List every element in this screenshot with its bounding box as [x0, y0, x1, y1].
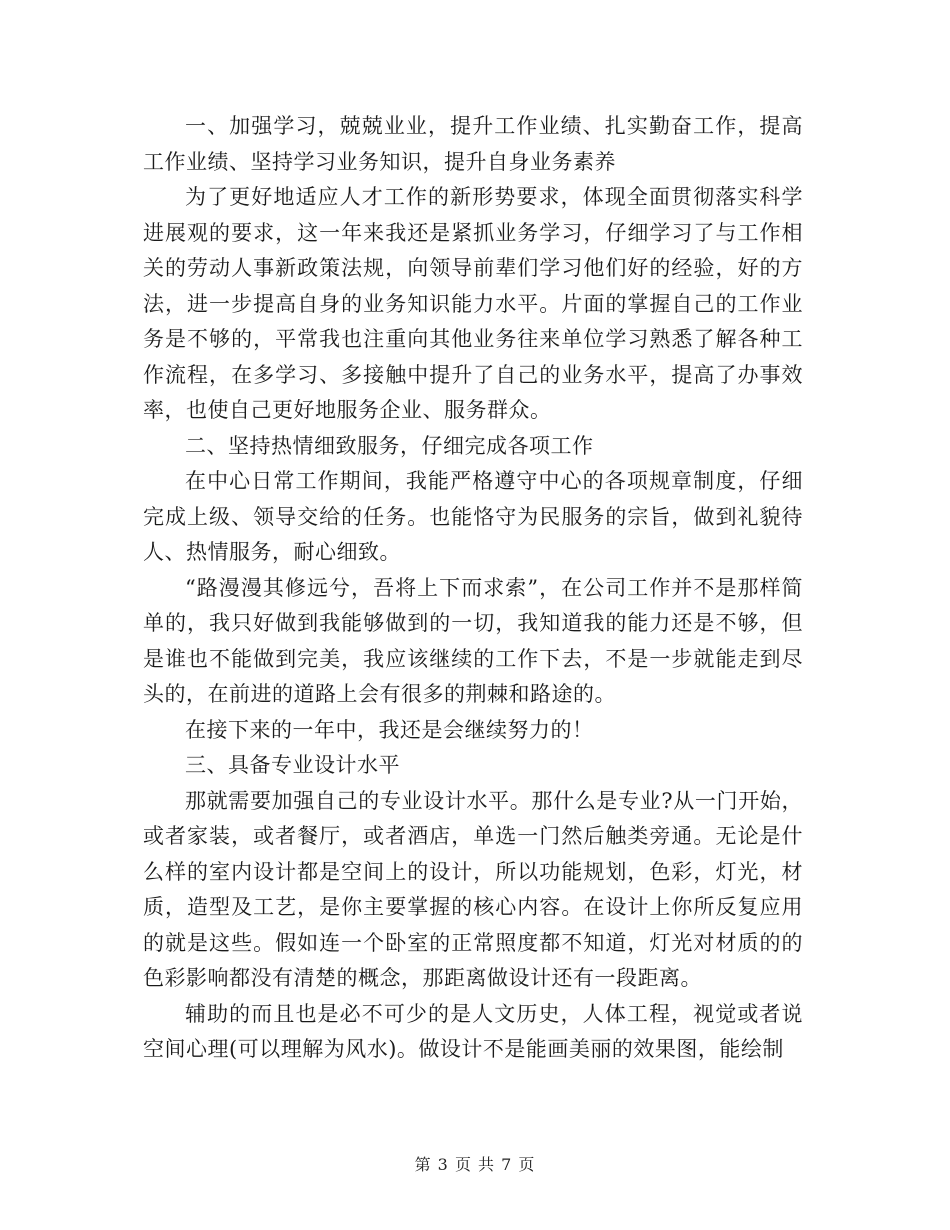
- body-paragraph: 在中心日常工作期间，我能严格遵守中心的各项规章制度，仔细完成上级、领导交给的任务。也能恪守为民服务的宗旨，做到礼貌待人、热情服务，耐心细致。: [143, 469, 803, 564]
- body-paragraph: “路漫漫其修远兮，吾将上下而求索”，在公司工作并不是那样简单的，我只好做到我能够做到的一切，我知道我的能力还是不够，但是谁也不能做到完美，我应该继续的工作下去，不是一步就能走到尽头的，在前进的道路上会有很多的荆棘和路途的。: [143, 575, 803, 706]
- section-heading-2: 二、坚持热情细致服务，仔细完成各项工作: [185, 433, 594, 458]
- section-heading-3: 三、具备专业设计水平: [185, 753, 400, 777]
- body-paragraph: 那就需要加强自己的专业设计水平。那什么是专业?从一门开始，或者家装，或者餐厅，或者酒店，单选一门然后触类旁通。无论是什么样的室内设计都是空间上的设计，所以功能规划，色彩，灯光，材质，造型及工艺，是你主要掌握的核心内容。在设计上你所反复应用的就是这些。假如连一个卧室的正常照度都不知道，灯光对材质的的色彩影响都没有清楚的概念，那距离做设计还有一段距离。: [143, 788, 803, 990]
- body-paragraph: 为了更好地适应人才工作的新形势要求，体现全面贯彻落实科学进展观的要求，这一年来我还是紧抓业务学习，仔细学习了与工作相关的劳动人事新政策法规，向领导前辈们学习他们好的经验，好的方法，进一步提高自身的业务知识能力水平。片面的掌握自己的工作业务是不够的，平常我也注重向其他业务往来单位学习熟悉了解各种工作流程，在多学习、多接触中提升了自己的业务水平，提高了办事效率，也使自己更好地服务企业、服务群众。: [143, 185, 803, 422]
- section-heading-1: 一、加强学习，兢兢业业，提升工作业绩、扎实勤奋工作，提高工作业绩、坚持学习业务知识，提升自身业务素养: [143, 114, 803, 174]
- body-paragraph: 在接下来的一年中，我还是会继续努力的！: [185, 717, 594, 742]
- page-number-footer: 第 3 页 共 7 页: [414, 1155, 536, 1174]
- document-page: [143, 109, 803, 1068]
- body-paragraph: 辅助的而且也是必不可少的是人文历史，人体工程，视觉或者说空间心理(可以理解为风水)。做设计不是能画美丽的效果图，能绘制: [143, 1001, 803, 1061]
